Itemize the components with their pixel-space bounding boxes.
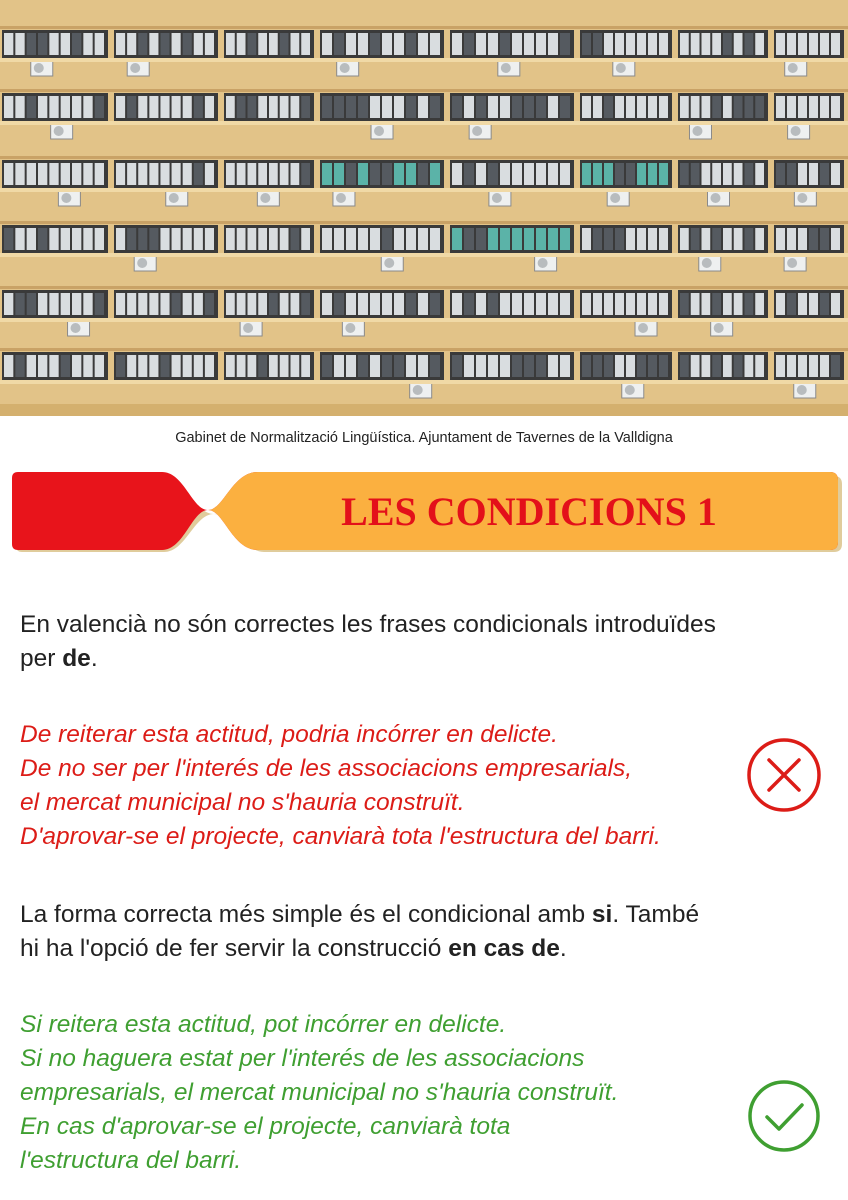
credit-line: Gabinet de Normalització Lingüística. Ajuntament de Tavernes de la Valldigna — [175, 430, 673, 446]
rule-text: La forma correcta més simple és el condicional amb — [20, 901, 592, 928]
correct-example: l'estructura del barri. — [20, 1147, 242, 1174]
page-title: LES CONDICIONS 1 — [341, 489, 717, 534]
rule-line-2 — [20, 932, 820, 966]
correct-example: Si no haguera estat per l'interés de les associacions — [20, 1045, 585, 1072]
header-photo-apartment-building — [0, 0, 848, 416]
incorrect-example: De no ser per l'interés de les associacions empresarials, — [20, 755, 633, 782]
keyword-en-cas-de: en cas de — [448, 935, 560, 962]
cross-circle-icon — [745, 736, 823, 814]
intro-line-1: En valencià no són correctes les frases condicionals introduïdes — [20, 611, 716, 638]
rule-paragraph — [20, 898, 820, 966]
correct-example: En cas d'aprovar-se el projecte, canviarà tota — [20, 1113, 511, 1140]
rule-line-1 — [20, 898, 820, 932]
intro-punctuation: . — [90, 645, 98, 672]
incorrect-example: De reiterar esta actitud, podria incórrer en delicte. — [20, 721, 558, 748]
intro-paragraph — [20, 608, 820, 676]
rule-text: . També — [612, 901, 700, 928]
correct-example: empresarials, el mercat municipal no s'hauria construït. — [20, 1079, 619, 1106]
check-circle-icon — [746, 1078, 822, 1154]
intro-text: per — [20, 645, 63, 672]
incorrect-example: D'aprovar-se el projecte, canviarà tota l'estructura del barri. — [20, 823, 661, 850]
building-facade-image — [0, 0, 848, 416]
rule-punctuation: . — [559, 935, 567, 962]
correct-example: Si reitera esta actitud, pot incórrer en delicte. — [20, 1011, 507, 1038]
keyword-de: de — [62, 645, 91, 672]
rule-text: hi ha l'opció de fer servir la construcció — [20, 935, 449, 962]
intro-line-2 — [20, 642, 820, 676]
keyword-si: si — [591, 901, 613, 928]
correct-examples — [20, 1008, 820, 1178]
incorrect-example: el mercat municipal no s'hauria construït. — [20, 789, 465, 816]
incorrect-examples — [20, 718, 820, 854]
